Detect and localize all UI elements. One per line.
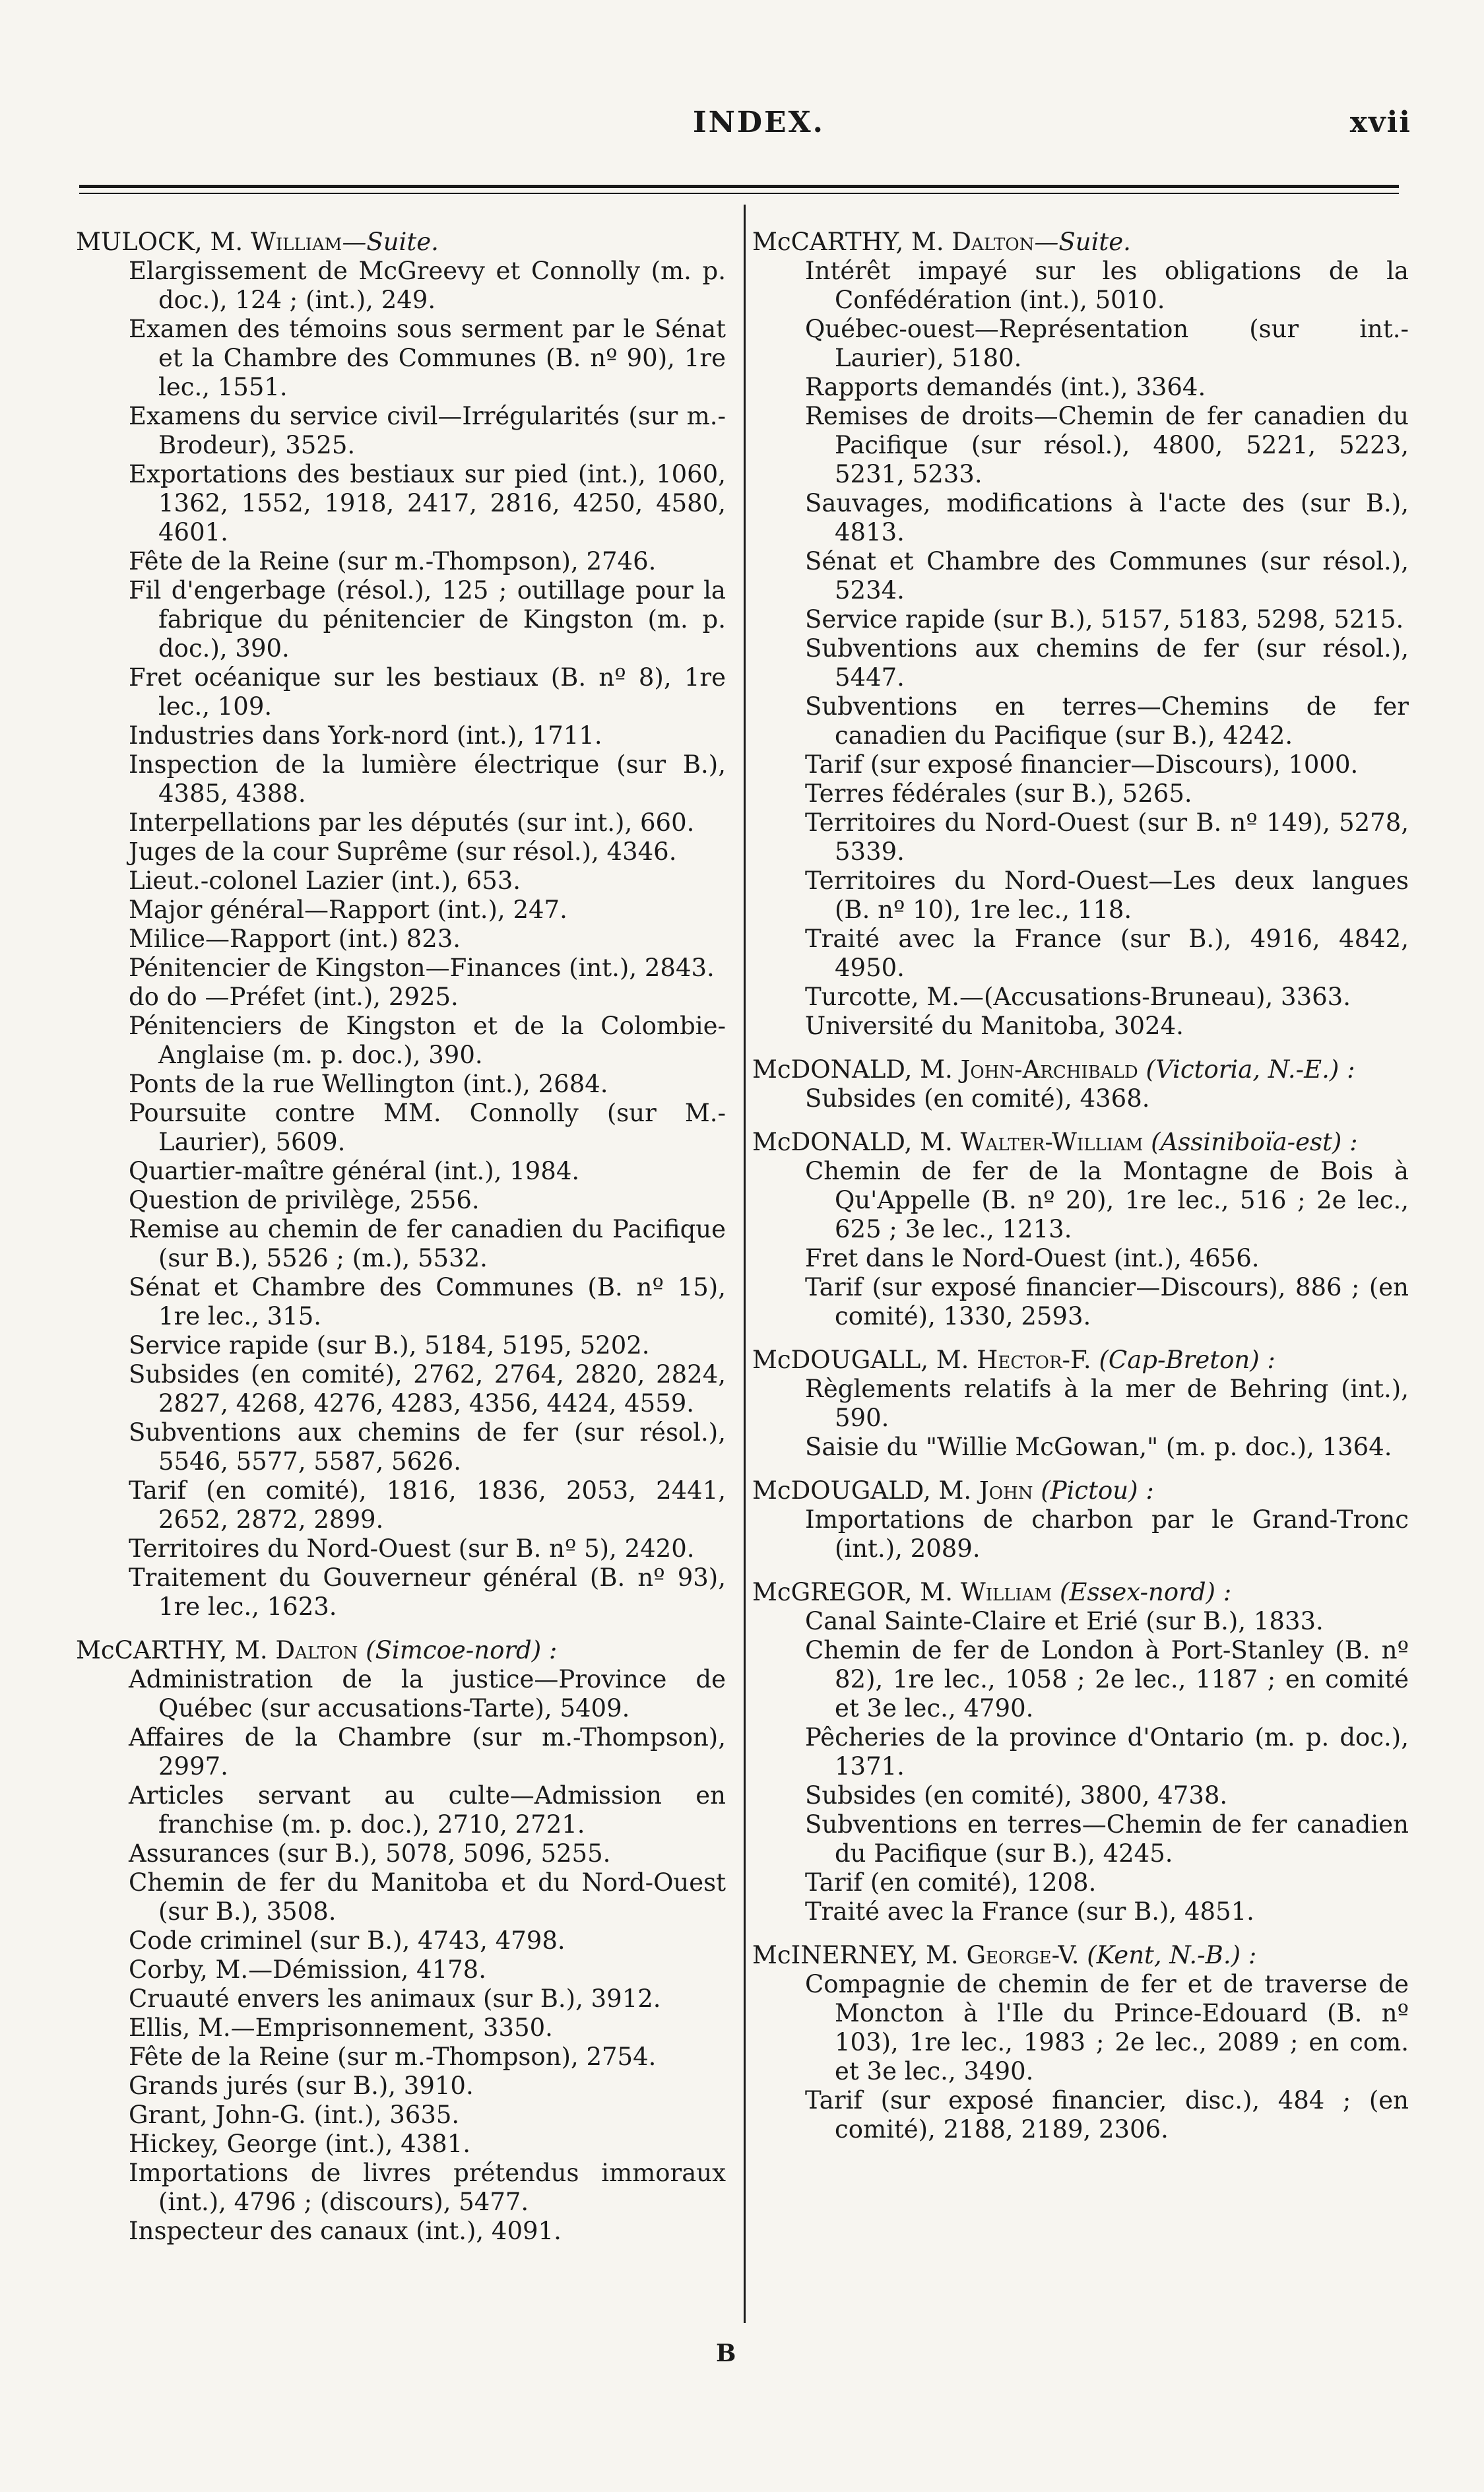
index-section [752,228,1409,1041]
member-firstname: William [960,1578,1052,1606]
index-entry: Saisie du "Willie McGowan," (m. p. doc.), 1364. [805,1433,1392,1461]
index-entry: Elargissement de McGreevy et Connolly (m. p. doc.), 124 ; (int.), 249. [129,257,726,314]
index-entry: Tarif (en comité), 1208. [805,1868,1097,1897]
index-section [752,1128,1409,1331]
index-entry: Service rapide (sur B.), 5157, 5183, 5298, 5215. [805,605,1404,634]
index-entry: Interpellations par les députés (sur int.), 660. [129,808,695,837]
index-entry: Tarif (sur exposé financier, disc.), 484 ; (en comité), 2188, 2189, 2306. [805,2086,1409,2144]
index-entry: Fête de la Reine (sur m.-Thompson), 2746. [129,547,657,575]
member-surname: McGREGOR, M. [752,1578,961,1606]
member-surname: McCARTHY, M. [752,228,952,256]
index-entry: Règlements relatifs à la mer de Behring (int.), 590. [805,1375,1409,1432]
index-entry: Industries dans York-nord (int.), 1711. [129,721,602,750]
page-header [0,106,1484,158]
index-entry: Terres fédérales (sur B.), 5265. [805,779,1192,808]
index-entry: Fil d'engerbage (résol.), 125 ; outillage pour la fabrique du pénitencier de Kingston (m. p. doc.), 390. [129,576,726,663]
index-entry: Cruauté envers les animaux (sur B.), 3912. [129,1984,661,2013]
index-entry: Tarif (en comité), 1816, 1836, 2053, 2441, 2652, 2872, 2899. [129,1476,726,1534]
index-entry: Chemin de fer de London à Port-Stanley (B. nº 82), 1re lec., 1058 ; 2e lec., 1187 ; en comité et 3e lec., 4790. [805,1636,1409,1722]
index-section [752,1941,1409,2144]
index-section [752,1346,1409,1462]
index-section [752,1476,1409,1563]
index-entry: Milice—Rapport (int.) 823. [129,925,461,953]
index-entry: Exportations des bestiaux sur pied (int.), 1060, 1362, 1552, 1918, 2417, 2816, 4250, 4580, 4601. [129,460,726,546]
index-entry: Subventions aux chemins de fer (sur résol.), 5447. [805,634,1409,692]
section-heading [752,1128,1409,1157]
index-entry: Examen des témoins sous serment par le Sénat et la Chambre des Communes (B. nº 90), 1re lec., 1551. [129,315,726,401]
index-entry: Tarif (sur exposé financier—Discours), 886 ; (en comité), 1330, 2593. [805,1273,1409,1330]
index-entry: Chemin de fer du Manitoba et du Nord-Ouest (sur B.), 3508. [129,1868,726,1926]
member-firstname: William [250,228,342,256]
index-entry: Traité avec la France (sur B.), 4851. [805,1897,1254,1926]
section-heading [752,228,1409,257]
index-entry: Grant, John-G. (int.), 3635. [129,2101,460,2129]
index-entry: Remise au chemin de fer canadien du Pacifique (sur B.), 5526 ; (m.), 5532. [129,1215,726,1272]
index-entry: Juges de la cour Suprême (sur résol.), 4346. [129,837,677,866]
section-heading [752,1055,1409,1084]
index-entry: Traitement du Gouverneur général (B. nº 93), 1re lec., 1623. [129,1563,726,1621]
index-entry: Subventions aux chemins de fer (sur résol.), 5546, 5577, 5587, 5626. [129,1418,726,1476]
index-entry: Inspecteur des canaux (int.), 4091. [129,2217,562,2245]
index-entry: Affaires de la Chambre (sur m.-Thompson), 2997. [129,1723,726,1781]
index-entry: Fret océanique sur les bestiaux (B. nº 8), 1re lec., 109. [129,663,726,721]
member-surname: McDONALD, M. [752,1128,961,1156]
section-heading [76,1636,726,1665]
header-rule-thin [79,193,1399,194]
member-firstname: Dalton [952,228,1035,256]
index-section [76,228,726,1622]
member-surname: McDOUGALD, M. [752,1476,979,1505]
index-entry: Canal Sainte-Claire et Erié (sur B.), 1833. [805,1607,1324,1635]
member-riding: —Suite. [342,228,439,256]
index-entry: Pêcheries de la province d'Ontario (m. p. doc.), 1371. [805,1723,1409,1781]
index-entry: Territoires du Nord-Ouest (sur B. nº 149), 5278, 5339. [805,808,1409,866]
page-number: xvii [1349,106,1411,139]
section-heading [752,1476,1409,1505]
member-firstname: Walter-William [960,1128,1144,1156]
member-firstname: George-V. [966,1941,1080,1969]
index-entry: Service rapide (sur B.), 5184, 5195, 5202. [129,1331,650,1360]
section-heading [752,1346,1409,1375]
index-entry: Hickey, George (int.), 4381. [129,2130,471,2158]
index-entry: Code criminel (sur B.), 4743, 4798. [129,1926,565,1955]
index-entry: Turcotte, M.—(Accusations-Bruneau), 3363. [805,983,1351,1011]
index-entry: do do —Préfet (int.), 2925. [129,983,459,1011]
member-firstname: Dalton [275,1636,358,1664]
index-entry: Question de privilège, 2556. [129,1186,480,1214]
index-entry: Subsides (en comité), 3800, 4738. [805,1781,1228,1810]
section-heading [752,1941,1409,1970]
index-entry: Territoires du Nord-Ouest (sur B. nº 5), 2420. [129,1534,695,1563]
member-riding: (Cap-Breton) : [1091,1346,1275,1374]
index-entry: Subsides (en comité), 4368. [805,1084,1150,1113]
index-entry: Quartier-maître général (int.), 1984. [129,1157,580,1185]
index-entry: Université du Manitoba, 3024. [805,1012,1184,1040]
index-entry: Importations de charbon par le Grand-Tronc (int.), 2089. [805,1505,1409,1563]
page-title: INDEX. [693,106,825,139]
member-riding: (Assiniboïa-est) : [1143,1128,1358,1156]
index-entry: Assurances (sur B.), 5078, 5096, 5255. [129,1839,611,1868]
member-riding: —Suite. [1034,228,1131,256]
index-entry: Territoires du Nord-Ouest—Les deux langues (B. nº 10), 1re lec., 118. [805,867,1409,924]
signature-mark: B [716,2340,736,2367]
index-entry: Subsides (en comité), 2762, 2764, 2820, 2824, 2827, 4268, 4276, 4283, 4356, 4424, 4559. [129,1360,726,1418]
index-entry: Fret dans le Nord-Ouest (int.), 4656. [805,1244,1260,1272]
index-section [76,1636,726,2246]
index-entry: Poursuite contre MM. Connolly (sur M.-Laurier), 5609. [129,1099,726,1156]
member-surname: MULOCK, M. [76,228,251,256]
index-entry: Fête de la Reine (sur m.-Thompson), 2754. [129,2043,657,2071]
index-entry: Pénitenciers de Kingston et de la Colombie-Anglaise (m. p. doc.), 390. [129,1012,726,1069]
index-entry: Lieut.-colonel Lazier (int.), 653. [129,867,521,895]
column-divider [744,205,746,2323]
header-rule-thick [79,185,1399,188]
index-entry: Ellis, M.—Emprisonnement, 3350. [129,2014,553,2042]
index-entry: Administration de la justice—Province de Québec (sur accusations-Tarte), 5409. [129,1665,726,1722]
index-section [752,1578,1409,1926]
member-firstname: John [979,1476,1033,1505]
member-riding: (Simcoe-nord) : [358,1636,558,1664]
index-entry: Sénat et Chambre des Communes (B. nº 15), 1re lec., 315. [129,1273,726,1330]
member-riding: (Kent, N.-B.) : [1079,1941,1257,1969]
index-entry: Sauvages, modifications à l'acte des (sur B.), 4813. [805,489,1409,546]
index-entry: Québec-ouest—Représentation (sur int.-Laurier), 5180. [805,315,1409,372]
index-entry: Sénat et Chambre des Communes (sur résol.), 5234. [805,547,1409,605]
index-entry: Tarif (sur exposé financier—Discours), 1000. [805,750,1359,779]
section-heading [752,1578,1409,1607]
index-entry: Grands jurés (sur B.), 3910. [129,2072,474,2100]
index-entry: Subventions en terres—Chemins de fer canadien du Pacifique (sur B.), 4242. [805,692,1409,750]
member-surname: McDONALD, M. [752,1055,961,1084]
index-entry: Chemin de fer de la Montagne de Bois à Qu'Appelle (B. nº 20), 1re lec., 516 ; 2e lec., 625 ; 3e lec., 1213. [805,1157,1409,1243]
index-entry: Corby, M.—Démission, 4178. [129,1955,486,1984]
section-heading [76,228,726,257]
index-entry: Ponts de la rue Wellington (int.), 2684. [129,1070,608,1098]
left-column [76,228,726,2260]
right-column [752,228,1409,2159]
index-entry: Compagnie de chemin de fer et de traverse de Moncton à l'Ile du Prince-Edouard (B. nº 103), 1re lec., 1983 ; 2e lec., 2089 ; en com. et 3e lec., 3490. [805,1970,1409,2085]
member-firstname: Hector-F. [977,1346,1091,1374]
index-entry: Pénitencier de Kingston—Finances (int.), 2843. [129,954,715,982]
member-riding: (Victoria, N.-E.) : [1138,1055,1355,1084]
member-firstname: John-Archibald [960,1055,1138,1084]
index-entry: Major général—Rapport (int.), 247. [129,896,567,924]
member-riding: (Essex-nord) : [1052,1578,1232,1606]
index-section [752,1055,1409,1113]
member-riding: (Pictou) : [1033,1476,1154,1505]
member-surname: McCARTHY, M. [76,1636,276,1664]
index-entry: Articles servant au culte—Admission en franchise (m. p. doc.), 2710, 2721. [129,1781,726,1839]
index-entry: Importations de livres prétendus immoraux (int.), 4796 ; (discours), 5477. [129,2159,726,2216]
index-entry: Inspection de la lumière électrique (sur B.), 4385, 4388. [129,750,726,808]
index-entry: Rapports demandés (int.), 3364. [805,373,1206,401]
member-surname: McDOUGALL, M. [752,1346,977,1374]
index-entry: Traité avec la France (sur B.), 4916, 4842, 4950. [805,925,1409,982]
index-entry: Subventions en terres—Chemin de fer canadien du Pacifique (sur B.), 4245. [805,1810,1409,1868]
index-entry: Examens du service civil—Irrégularités (sur m.-Brodeur), 3525. [129,402,726,459]
member-surname: McINERNEY, M. [752,1941,967,1969]
index-entry: Intérêt impayé sur les obligations de la Confédération (int.), 5010. [805,257,1409,314]
index-entry: Remises de droits—Chemin de fer canadien du Pacifique (sur résol.), 4800, 5221, 5223, 5231, 5233. [805,402,1409,488]
